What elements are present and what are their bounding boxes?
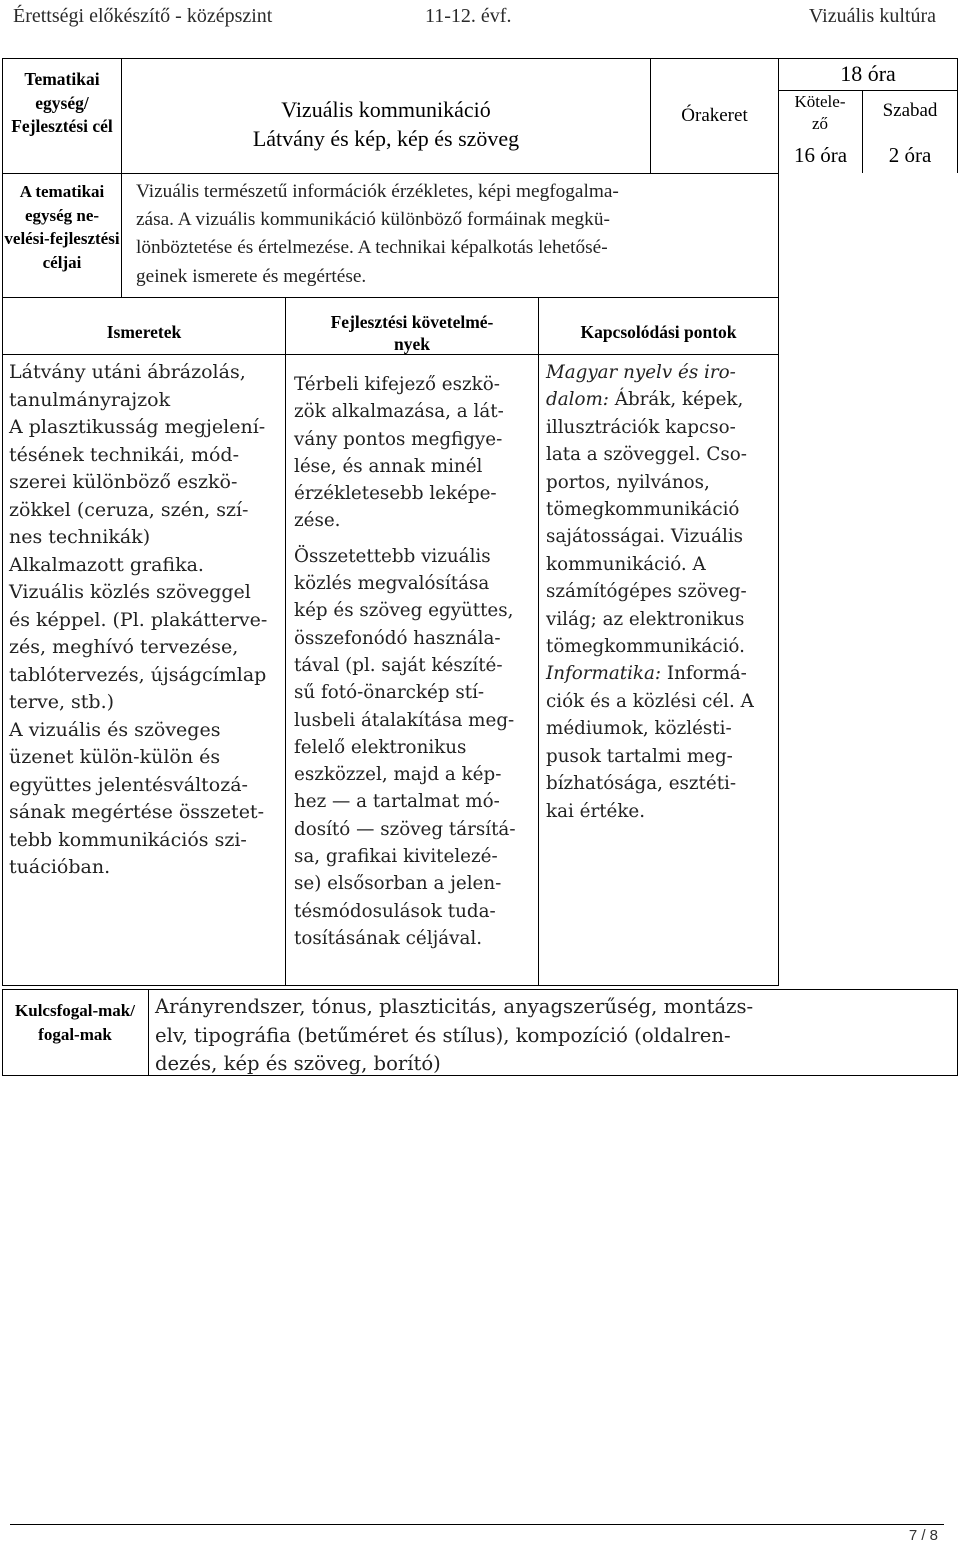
total-hours: 18 óra [840,61,896,86]
col-fejlesztesi-text: Térbeli kifejező eszkö- zök alkalmazása, a lát- vány pontos megfigye- lése, és annak minél érzékletesebb leképe- zése. Összetettebb vizuális közlés megvalósítása kép és szöveg együttes, összefonódó használa- tával (pl. saját készíté- sű fotó-önarckép stí- lusbeli átalakítása meg- felelő elektronikus eszközzel, majd a kép- hez — a tartalmat mó- dosító — szöveg társítá- sa, grafikai kivitelezé- se) elsősorban a jelen- tésmódosulások tuda- tosításának céljával. [294,374,516,949]
header-left: Érettségi előkészítő - középszint [13,5,273,27]
free-hours: 2 óra [888,143,932,167]
mandatory-hours: 16 óra [793,143,848,167]
header-middle: 11-12. évf. [425,5,512,27]
col-ismeretek-text: Látvány utáni ábrázolás, tanulmányrajzok A plasztikusság megjelení- tésének technikái, mód- szerei különböző eszkö- zökkel (ceruza, szén, szí- nes technikák) Alkalmazott grafika. Vizuális közlés szöveggel és képpel. (Pl. plakátterve- zés, meghívó tervezése, tablótervezés, újságcímlap terve, stb.) A vizuális és szöveges üzenet külön-külön és együttes jelentésváltozá- sának megértése összetet- tebb kommunikációs szi- tuációban. [9,361,268,878]
keywords-label: Kulcsfogal-mak/ fogal-mak [15,1001,135,1044]
goals-text [136,178,776,291]
page-header [0,5,960,31]
col-header-ismeretek: Ismeretek [106,322,182,342]
unit-title [123,95,649,153]
free-label: Szabad [882,100,938,121]
orakeret-label: Órakeret [681,105,748,126]
page-number: 7 / 8 [908,1527,938,1544]
goals-label: A tematikai egység ne-velési-fejlesztési céljai [4,182,120,272]
keywords-text: Arányrendszer, tónus, plaszticitás, anyagszerűség, montázs- elv, tipográfia (betűméret és stílus), kompozíció (oldalren- dezés, kép és szöveg, borító) [155,995,754,1075]
goals-line: Vizuális természetű információk érzékletes, képi megfogalma- [136,181,619,202]
goals-line: lönböztetése és értelmezése. A technikai képalkotás lehetősé- [136,237,608,259]
col-header-kapcsolodasi: Kapcsolódási pontok [580,322,737,342]
goals-line: geinek ismerete és megértése. [136,265,367,287]
col-kapcsolodasi-text: Magyar nyelv és iro- dalom: Ábrák, képek, illusztrációk kapcso- lata a szöveggel. Cso- portos, nyilvános, tömegkommunikáció sajátosságai. Vizuális kommunikáció. A számítógépes szöveg- világ; az elektronikus tömegkommunikáció. Informatika: Informá- ciók és a közlési cél. A médiumok, közlésti- pusok tartalmi meg- bízhatósága, esztéti- kai értéke. [546,362,754,822]
unit-title-line2: Látvány és kép, kép és szöveg [252,126,520,151]
label-tematikai-egyseg: Tematikai egység/ Fejlesztési cél [11,69,113,136]
goals-line: zása. A vizuális kommunikáció különböző formáinak megkü- [136,209,610,231]
header-right: Vizuális kultúra [808,5,936,27]
unit-title-line1: Vizuális kommunikáció [281,97,491,122]
col-header-fejlesztesi: Fejlesztési követelmé- nyek [330,312,494,354]
mandatory-label: Kötele-ző [794,92,846,133]
